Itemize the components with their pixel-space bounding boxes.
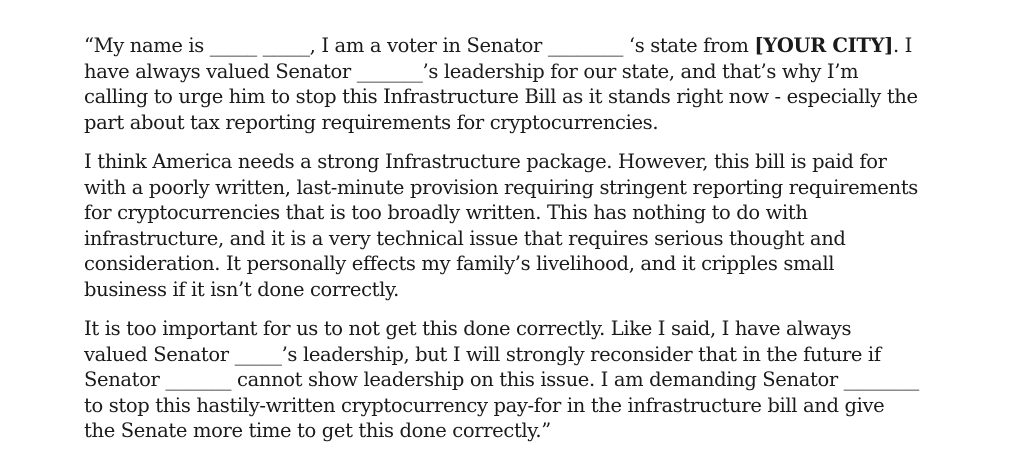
paragraph-intro: [84, 33, 964, 135]
text-line: business if it isn’t done correctly.: [84, 277, 399, 301]
paragraph-demand: [84, 316, 964, 444]
text-line: I think America needs a strong Infrastructure package. However, this bill is paid for: [84, 150, 887, 173]
text-line: with a poorly written, last-minute provision requiring stringent reporting requirements: [84, 175, 918, 199]
text-line: to stop this hastily-written cryptocurrency pay-for in the infrastructure bill and give: [84, 393, 885, 417]
text-segment: “My name is _____ _____, I am a voter in Senator ________ ‘s state from: [84, 34, 755, 57]
your-city-placeholder: [YOUR CITY]: [754, 34, 893, 57]
text-line: consideration. It personally effects my family’s livelihood, and it cripples small: [84, 252, 835, 275]
text-line: the Senate more time to get this done correctly.”: [84, 419, 551, 442]
letter-document: [84, 33, 964, 458]
text-line: for cryptocurrencies that is too broadly written. This has nothing to do with: [84, 201, 808, 224]
text-line: infrastructure, and it is a very technical issue that requires serious thought and: [84, 226, 846, 250]
text-line: calling to urge him to stop this Infrastructure Bill as it stands right now - especially the: [84, 85, 918, 108]
text-line: [84, 33, 964, 59]
text-line: Senator _______ cannot show leadership on this issue. I am demanding Senator ________: [84, 368, 919, 391]
text-line: valued Senator _____’s leadership, but I will strongly reconsider that in the future if: [84, 342, 881, 366]
text-line: It is too important for us to not get this done correctly. Like I said, I have always: [84, 317, 852, 340]
text-segment: . I: [892, 34, 913, 57]
paragraph-argument: [84, 149, 964, 302]
text-line: have always valued Senator _______’s leadership for our state, and that’s why I’m: [84, 59, 859, 83]
text-line: part about tax reporting requirements for cryptocurrencies.: [84, 110, 659, 134]
